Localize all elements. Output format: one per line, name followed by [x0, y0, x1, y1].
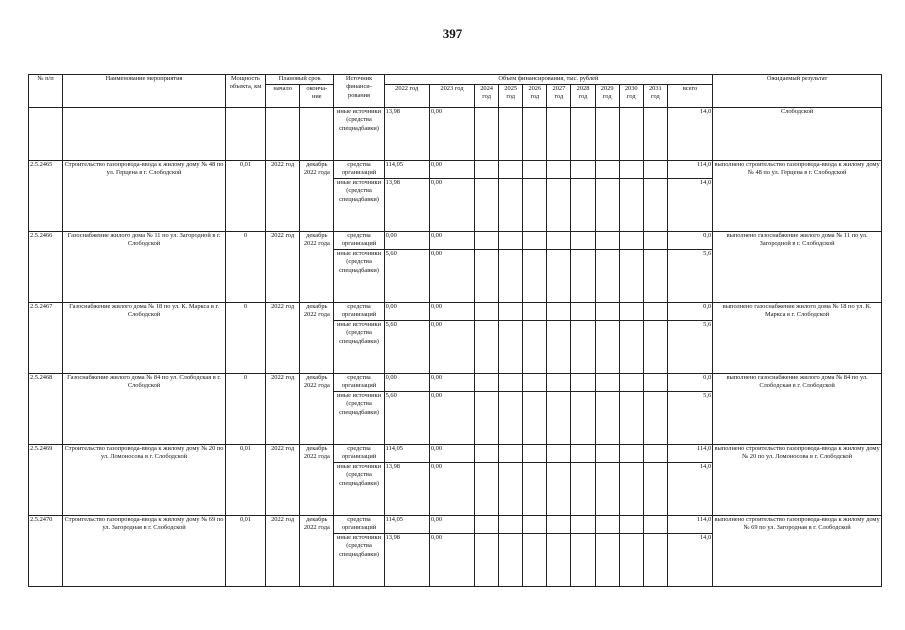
- header-start: начало: [266, 85, 300, 108]
- value-total: 0,0: [667, 374, 712, 392]
- result-cell: выполнено строительство газопровода-ввода к жилому дому № 20 по ул. Ломоносова в г. Слободской: [713, 445, 882, 516]
- value-total: 5,6: [667, 392, 712, 445]
- value-2023: 0,00: [429, 303, 474, 321]
- row-start: 2022 год: [266, 445, 300, 516]
- row-end: декабрь 2022 года: [300, 303, 334, 374]
- header-year-2023: 2023 год: [429, 85, 474, 108]
- row-capacity: 0,01: [225, 445, 265, 516]
- value-2022: 114,05: [384, 445, 429, 463]
- source-cell: иные источники (средства спецнадбавки): [334, 534, 384, 587]
- source-cell: средства организаций: [334, 445, 384, 463]
- header-year-2024: 2024 год: [475, 85, 499, 108]
- source-cell: средства организаций: [334, 232, 384, 250]
- value-2022: 5,60: [384, 392, 429, 445]
- table-row: [29, 374, 882, 392]
- row-capacity: 0,01: [225, 161, 265, 232]
- value-2022: 0,00: [384, 303, 429, 321]
- header-planned-term: Плановый срок: [266, 75, 334, 85]
- value-2022: 13,98: [384, 108, 429, 161]
- table-row: [29, 303, 882, 321]
- source-cell: средства организаций: [334, 516, 384, 534]
- row-start: 2022 год: [266, 303, 300, 374]
- value-2022: 13,98: [384, 534, 429, 587]
- source-cell: иные источники (средства спецнадбавки): [334, 108, 384, 161]
- header-total: всего: [667, 85, 712, 108]
- row-capacity: 0: [225, 303, 265, 374]
- row-start: 2022 год: [266, 232, 300, 303]
- value-2022: 13,98: [384, 179, 429, 232]
- value-2023: 0,00: [429, 445, 474, 463]
- row-number: 2.5.2469: [29, 445, 63, 516]
- value-2023: 0,00: [429, 374, 474, 392]
- row-capacity: 0: [225, 374, 265, 445]
- row-number: 2.5.2465: [29, 161, 63, 232]
- source-cell: иные источники (средства спецнадбавки): [334, 392, 384, 445]
- table-row: [29, 161, 882, 179]
- row-end: декабрь 2022 года: [300, 516, 334, 587]
- row-number: 2.5.2470: [29, 516, 63, 587]
- value-total: 14,0: [667, 108, 712, 161]
- value-total: 114,0: [667, 516, 712, 534]
- row-number: 2.5.2467: [29, 303, 63, 374]
- source-cell: средства организаций: [334, 374, 384, 392]
- header-source: Источник финанси- рования: [334, 75, 384, 108]
- result-cell: Слободской: [713, 108, 882, 161]
- value-total: 14,0: [667, 463, 712, 516]
- value-2023: 0,00: [429, 534, 474, 587]
- value-2023: 0,00: [429, 250, 474, 303]
- table-row: [29, 232, 882, 250]
- value-total: 0,0: [667, 232, 712, 250]
- row-name: Газоснабжение жилого дома № 11 по ул. Загородной в г. Слободской: [63, 232, 226, 303]
- row-start: 2022 год: [266, 516, 300, 587]
- value-2022: 13,98: [384, 463, 429, 516]
- value-2022: 5,60: [384, 321, 429, 374]
- table-row: [29, 445, 882, 463]
- header-volume: Объем финансирования, тыс. рублей: [384, 75, 713, 85]
- row-name: Газоснабжение жилого дома № 84 по ул. Слободская в г. Слободской: [63, 374, 226, 445]
- result-cell: выполнено газоснабжение жилого дома № 18 по ул. К. Маркса в г. Слободской: [713, 303, 882, 374]
- value-2023: 0,00: [429, 463, 474, 516]
- header-row-1: [29, 75, 882, 85]
- table-row: [29, 516, 882, 534]
- header-year-2030: 2030 год: [619, 85, 643, 108]
- value-total: 0,0: [667, 303, 712, 321]
- value-2022: 0,00: [384, 374, 429, 392]
- header-year-2022: 2022 год: [384, 85, 429, 108]
- value-total: 5,6: [667, 321, 712, 374]
- header-year-2031: 2031 год: [643, 85, 667, 108]
- value-2022: 5,60: [384, 250, 429, 303]
- row-name: Строительство газопровода-ввода к жилому дому № 69 по ул. Загородная в г. Слободской: [63, 516, 226, 587]
- row-end: декабрь 2022 года: [300, 445, 334, 516]
- header-year-2027: 2027 год: [547, 85, 571, 108]
- row-capacity: 0: [225, 232, 265, 303]
- header-year-2029: 2029 год: [595, 85, 619, 108]
- header-num: № п/п: [29, 75, 63, 108]
- header-capacity: Мощность объекта, км: [225, 75, 265, 108]
- result-cell: выполнено газоснабжение жилого дома № 11 по ул. Загородной в г. Слободской: [713, 232, 882, 303]
- header-year-2025: 2025 год: [499, 85, 523, 108]
- row-end: декабрь 2022 года: [300, 374, 334, 445]
- header-end: оконча- ние: [300, 85, 334, 108]
- value-total: 14,0: [667, 534, 712, 587]
- value-2023: 0,00: [429, 179, 474, 232]
- source-cell: средства организаций: [334, 161, 384, 179]
- value-total: 5,6: [667, 250, 712, 303]
- source-cell: иные источники (средства спецнадбавки): [334, 321, 384, 374]
- financing-table: [28, 74, 882, 587]
- result-cell: выполнено газоснабжение жилого дома № 84 по ул. Слободская в г. Слободской: [713, 374, 882, 445]
- row-end: декабрь 2022 года: [300, 161, 334, 232]
- header-name: Наименование мероприятия: [63, 75, 226, 108]
- result-cell: выполнено строительство газопровода-ввода к жилому дому № 48 по ул. Герцена в г. Слободской: [713, 161, 882, 232]
- value-2023: 0,00: [429, 321, 474, 374]
- source-cell: средства организаций: [334, 303, 384, 321]
- row-name: Строительство газопровода-ввода к жилому дому № 48 по ул. Герцена в г. Слободской: [63, 161, 226, 232]
- value-total: 14,0: [667, 179, 712, 232]
- header-year-2026: 2026 год: [523, 85, 547, 108]
- value-2022: 114,05: [384, 516, 429, 534]
- value-2023: 0,00: [429, 516, 474, 534]
- row-start: 2022 год: [266, 374, 300, 445]
- value-2023: 0,00: [429, 161, 474, 179]
- page-number: 397: [442, 26, 463, 41]
- row-number: 2.5.2466: [29, 232, 63, 303]
- value-total: 114,0: [667, 161, 712, 179]
- value-2023: 0,00: [429, 232, 474, 250]
- value-total: 114,0: [667, 445, 712, 463]
- header-result: Ожидаемый результат: [713, 75, 882, 108]
- header-year-2028: 2028 год: [571, 85, 595, 108]
- row-start: 2022 год: [266, 161, 300, 232]
- value-2022: 0,00: [384, 232, 429, 250]
- table-row: [29, 108, 882, 161]
- value-2023: 0,00: [429, 108, 474, 161]
- row-number: 2.5.2468: [29, 374, 63, 445]
- row-end: декабрь 2022 года: [300, 232, 334, 303]
- row-name: Строительство газопровода-ввода к жилому дому № 20 по ул. Ломоносова в г. Слободской: [63, 445, 226, 516]
- value-2023: 0,00: [429, 392, 474, 445]
- value-2022: 114,05: [384, 161, 429, 179]
- result-cell: выполнено строительство газопровода-ввода к жилому дому № 69 по ул. Загородная в г. Слободской: [713, 516, 882, 587]
- source-cell: иные источники (средства спецнадбавки): [334, 250, 384, 303]
- row-capacity: 0,01: [225, 516, 265, 587]
- source-cell: иные источники (средства спецнадбавки): [334, 463, 384, 516]
- source-cell: иные источники (средства спецнадбавки): [334, 179, 384, 232]
- row-name: Газоснабжение жилого дома № 18 по ул. К. Маркса в г. Слободской: [63, 303, 226, 374]
